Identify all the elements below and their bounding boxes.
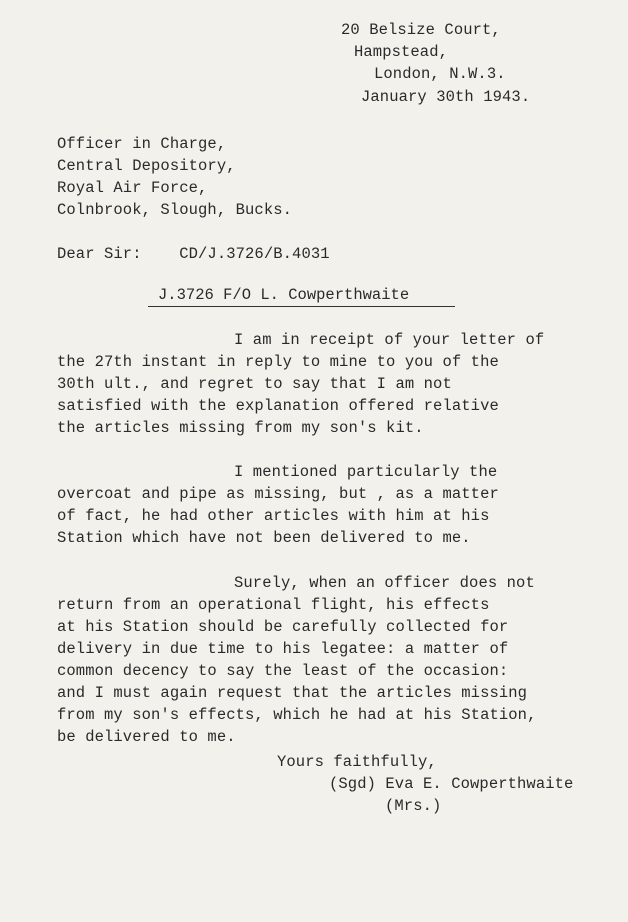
paragraph-3-line-1: Surely, when an officer does not xyxy=(234,574,535,592)
paragraph-1-line-2: the 27th instant in reply to mine to you of the xyxy=(57,353,499,371)
paragraph-3-line-3: at his Station should be carefully collected for xyxy=(57,618,509,636)
paragraph-3-line-6: and I must again request that the articles missing xyxy=(57,684,528,702)
paragraph-3-line-4: delivery in due time to his legatee: a matter of xyxy=(57,640,509,658)
signature-title: (Mrs.) xyxy=(385,797,442,815)
paragraph-1-line-5: the articles missing from my son's kit. xyxy=(57,419,424,437)
salutation: Dear Sir: CD/J.3726/B.4031 xyxy=(57,245,330,263)
address-line-2: Hampstead, xyxy=(354,43,449,61)
paragraph-3-line-8: be delivered to me. xyxy=(57,728,236,746)
paragraph-3-line-2: return from an operational flight, his effects xyxy=(57,596,490,614)
recipient-line-1: Officer in Charge, xyxy=(57,135,227,153)
recipient-line-3: Royal Air Force, xyxy=(57,179,208,197)
closing: Yours faithfully, xyxy=(277,753,437,771)
subject-line xyxy=(148,285,455,307)
recipient-line-4: Colnbrook, Slough, Bucks. xyxy=(57,201,293,219)
address-line-3: London, N.W.3. xyxy=(374,65,506,83)
paragraph-2-line-2: overcoat and pipe as missing, but , as a matter xyxy=(57,485,499,503)
paragraph-2-line-4: Station which have not been delivered to me. xyxy=(57,529,471,547)
paragraph-3-line-5: common decency to say the least of the occasion: xyxy=(57,662,509,680)
address-date: January 30th 1943. xyxy=(361,88,531,106)
paragraph-1-line-1: I am in receipt of your letter of xyxy=(234,331,545,349)
paragraph-2-line-3: of fact, he had other articles with him at his xyxy=(57,507,490,525)
paragraph-2-line-1: I mentioned particularly the xyxy=(234,463,498,481)
paragraph-1-line-4: satisfied with the explanation offered relative xyxy=(57,397,499,415)
subject-text: J.3726 F/O L. Cowperthwaite xyxy=(158,286,410,304)
address-line-1: 20 Belsize Court, xyxy=(341,21,501,39)
signature: (Sgd) Eva E. Cowperthwaite xyxy=(329,775,574,793)
recipient-line-2: Central Depository, xyxy=(57,157,236,175)
paragraph-1-line-3: 30th ult., and regret to say that I am not xyxy=(57,375,452,393)
paragraph-3-line-7: from my son's effects, which he had at his Station, xyxy=(57,706,537,724)
